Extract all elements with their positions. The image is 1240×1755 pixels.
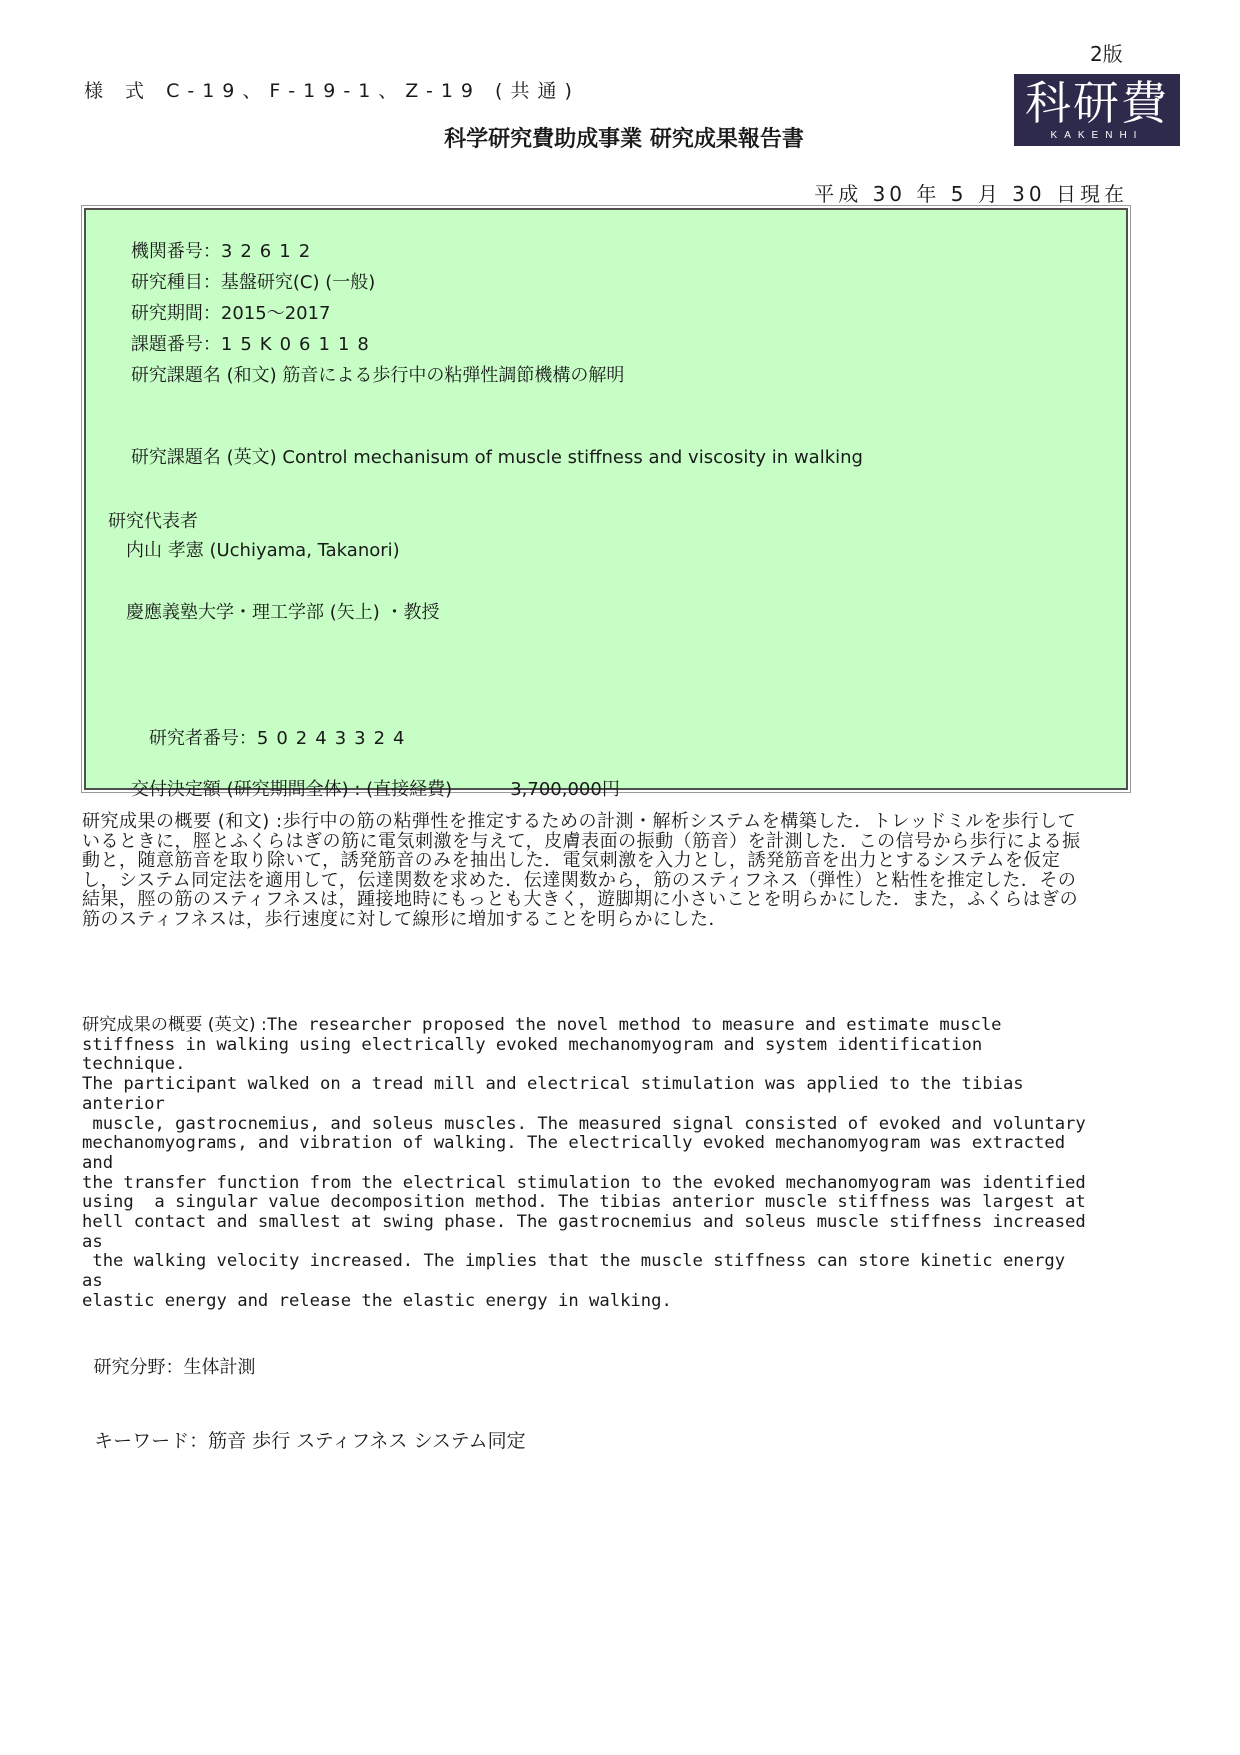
- field-label: 研究分野：: [93, 1357, 184, 1378]
- title-ja: 筋音による歩行中の粘弾性調節機構の解明: [282, 365, 625, 386]
- research-field: [82, 1332, 255, 1379]
- period-label: 研究期間：: [130, 303, 221, 324]
- title-en-label: 研究課題名 (英文): [130, 447, 277, 468]
- title-en-row: [108, 422, 863, 490]
- keywords-label: キーワード：: [94, 1430, 209, 1452]
- logo-kanji: 科研費: [1025, 76, 1169, 130]
- institution-label: 機関番号：: [130, 241, 221, 262]
- summary-english: [82, 1016, 1092, 1312]
- summary-japanese: [82, 812, 1082, 929]
- representative-affiliation: 慶應義塾大学・理工学部 (矢上) ・教授: [126, 602, 440, 623]
- project-number-label: 課題番号：: [130, 334, 221, 355]
- project-info-box: [84, 208, 1128, 800]
- institution-number: 32612: [220, 241, 319, 262]
- report-date: 平成 30 年 5 月 30 日現在: [814, 182, 1128, 206]
- field-value: 生体計測: [183, 1357, 256, 1378]
- keywords-value: 筋音 歩行 スティフネス システム同定: [208, 1430, 526, 1452]
- summary-en-label: 研究成果の概要 (英文) :: [82, 1015, 267, 1035]
- title-ja-label: 研究課題名 (和文): [130, 365, 277, 386]
- grant-amount: 3,700,000円: [510, 779, 620, 800]
- representative-label: 研究代表者: [108, 511, 198, 532]
- grant-label: 交付決定額 (研究期間全体) : (直接経費): [130, 779, 453, 800]
- keywords: [82, 1404, 526, 1453]
- representative-name: 内山 孝憲 (Uchiyama, Takanori): [126, 540, 400, 561]
- summary-ja-text: 歩行中の筋の粘弾性を推定するための計測・解析システムを構築した．トレッドミルを歩行しているときに，脛とふくらはぎの筋に電気刺激を与えて，皮膚表面の振動（筋音）を計測した．この信号から歩行による振動と，随意筋音を取り除いて，誘発筋音のみを抽出した．電気刺激を入力とし，誘発筋音を出力とするシステムを仮定し，システム同定法を適用して，伝達関数を求めた．伝達関数から，筋のスティフネス（弾性）と粘性を推定した．その結果，脛の筋のスティフネスは，踵接地時にもっとも大きく，遊脚期に小さいことを明らかにした．また，ふくらはぎの筋のスティフネスは，歩行速度に対して線形に増加することを明らかにした．: [82, 811, 1081, 930]
- category-label: 研究種目：: [130, 272, 221, 293]
- project-number: 15K06118: [220, 334, 377, 355]
- researcher-number-label: 研究者番号：: [148, 728, 257, 749]
- research-category: 基盤研究(C) (一般): [220, 272, 376, 293]
- summary-ja-label: 研究成果の概要 (和文) :: [82, 811, 283, 832]
- title-en: Control mechanisum of muscle stiffness and viscosity in walking: [282, 447, 863, 468]
- research-period: 2015～2017: [220, 303, 331, 324]
- summary-en-text: The researcher proposed the novel method to measure and estimate muscle stiffness in walking using electrically evoked mechanomyogram and system identification technique. The participant walked on a tread mill and electrical stimulation was applied to the tibias anterior muscle, gastrocnemius, and soleus muscles. The measured signal consisted of evoked and voluntary mechanomyograms, and vibration of walking. The electrically evoked mechanomyogram was extracted and the transfer function from the electrical stimulation to the evoked mechanomyogram was identified using a singular value decomposition method. The tibias anterior muscle stiffness was largest at hell contact and smallest at swing phase. The gastrocnemius and soleus muscle stiffness increased as the walking velocity increased. The implies that the muscle stiffness can store kinetic energy as elastic energy and release the elastic energy in walking.: [82, 1015, 1086, 1311]
- logo-roman: KAKENHI: [1050, 130, 1144, 141]
- researcher-number: 50243324: [256, 728, 413, 749]
- document-title: 科学研究費助成事業 研究成果報告書: [444, 127, 804, 152]
- title-ja-row: [108, 340, 624, 408]
- form-code: 様 式 C-19、F-19-1、Z-19 (共通): [84, 80, 580, 102]
- version-label: 2版: [1090, 42, 1123, 66]
